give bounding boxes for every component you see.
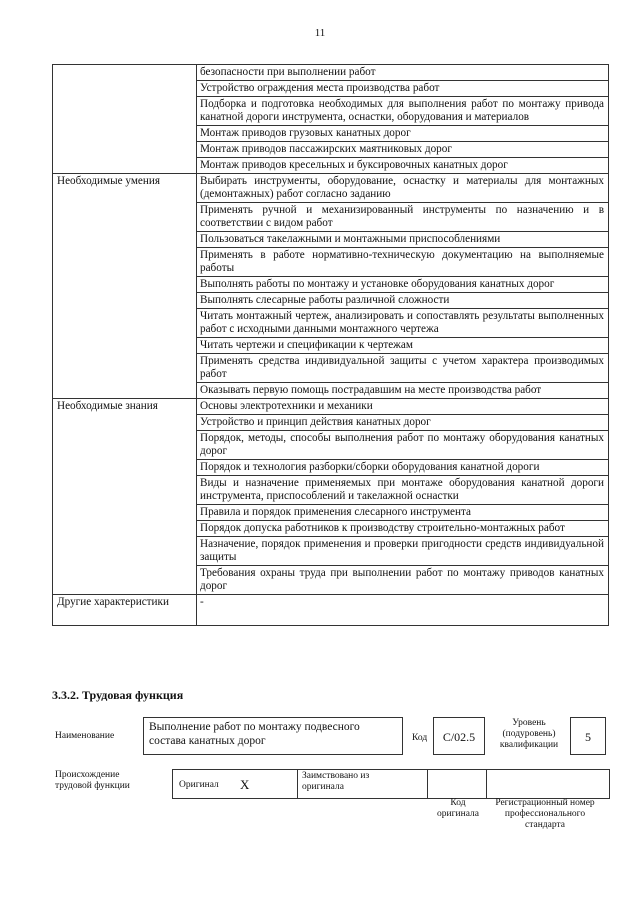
table-cell: Основы электротехники и механики <box>197 399 609 415</box>
level-label: Уровень (подуровень) квалификации <box>499 718 559 750</box>
origin-divider <box>486 770 487 798</box>
table-cell: Монтаж приводов пассажирских маятниковых дорог <box>197 142 609 158</box>
table-row <box>53 174 609 203</box>
table-cell: Порядок, методы, способы выполнения работ по монтажу оборудования канатных дорог <box>197 431 609 460</box>
table-cell: Монтаж приводов грузовых канатных дорог <box>197 126 609 142</box>
table-cell: Применять в работе нормативно-техническую документацию на выполняемые работы <box>197 248 609 277</box>
table-cell: Читать чертежи и спецификации к чертежам <box>197 338 609 354</box>
table-cell: Оказывать первую помощь пострадавшим на месте производства работ <box>197 383 609 399</box>
name-label: Наименование <box>55 731 115 741</box>
origin-divider <box>297 770 298 798</box>
table-cell: Выполнять работы по монтажу и установке оборудования канатных дорог <box>197 277 609 293</box>
table-cell: Применять средства индивидуальной защиты с учетом характера производимых работ <box>197 354 609 383</box>
origin-table <box>172 769 610 799</box>
original-label: Оригинал <box>179 780 219 790</box>
original-mark: X <box>240 777 250 792</box>
knowledge-label: Необходимые знания <box>53 399 197 595</box>
code-label: Код <box>412 733 428 743</box>
table-cell: Правила и порядок применения слесарного инструмента <box>197 505 609 521</box>
page-number: 11 <box>314 27 326 39</box>
code-box <box>433 717 485 755</box>
name-value-box <box>143 717 403 755</box>
borrowed-label: Заимствовано из оригинала <box>302 771 370 792</box>
requirements-table <box>52 64 609 626</box>
table-cell: Виды и назначение применяемых при монтаже оборудования канатной дороги инструмента, приспособлений и такелажной оснастки <box>197 476 609 505</box>
other-value: - <box>197 595 609 626</box>
origin-label: Происхождение трудовой функции <box>55 770 130 791</box>
table-cell: Выбирать инструменты, оборудование, оснастку и материалы для монтажных (демонтажных) работ согласно заданию <box>197 174 609 203</box>
section-title: 3.3.2. Трудовая функция <box>52 688 184 702</box>
table-cell: Выполнять слесарные работы различной сложности <box>197 293 609 309</box>
reg-number-caption: Регистрационный номер профессионального стандарта <box>495 798 595 830</box>
level-value: 5 <box>585 730 591 744</box>
table-row <box>53 399 609 415</box>
level-box <box>570 717 606 755</box>
code-original-caption: Код оригинала <box>437 798 479 819</box>
table-cell: Применять ручной и механизированный инструменты по назначению и в соответствии с видом работ <box>197 203 609 232</box>
name-value: Выполнение работ по монтажу подвесного состава канатных дорог <box>149 721 360 747</box>
table-cell: Порядок допуска работников к производству строительно-монтажных работ <box>197 521 609 537</box>
table-cell: Назначение, порядок применения и проверки пригодности средств индивидуальной защиты <box>197 537 609 566</box>
table-cell: Порядок и технология разборки/сборки оборудования канатной дороги <box>197 460 609 476</box>
table-cell: Устройство и принцип действия канатных дорог <box>197 415 609 431</box>
table-row <box>53 65 609 81</box>
table-cell: Пользоваться такелажными и монтажными приспособлениями <box>197 232 609 248</box>
table-cell: Подборка и подготовка необходимых для выполнения работ по монтажу привода канатной дороги инструмента, оснастки, оборудования и материалов <box>197 97 609 126</box>
origin-divider <box>427 770 428 798</box>
table-cell: безопасности при выполнении работ <box>197 65 609 81</box>
table-cell: Монтаж приводов кресельных и буксировочных канатных дорог <box>197 158 609 174</box>
table-cell: Устройство ограждения места производства работ <box>197 81 609 97</box>
table-cell: Читать монтажный чертеж, анализировать и сопоставлять результаты выполненных работ с исходными данными монтажного чертежа <box>197 309 609 338</box>
skills-label: Необходимые умения <box>53 174 197 399</box>
table-row <box>53 595 609 626</box>
code-value: C/02.5 <box>442 730 476 744</box>
row-label <box>53 65 197 174</box>
other-label: Другие характеристики <box>53 595 197 626</box>
table-cell: Требования охраны труда при выполнении работ по монтажу приводов канатных дорог <box>197 566 609 595</box>
